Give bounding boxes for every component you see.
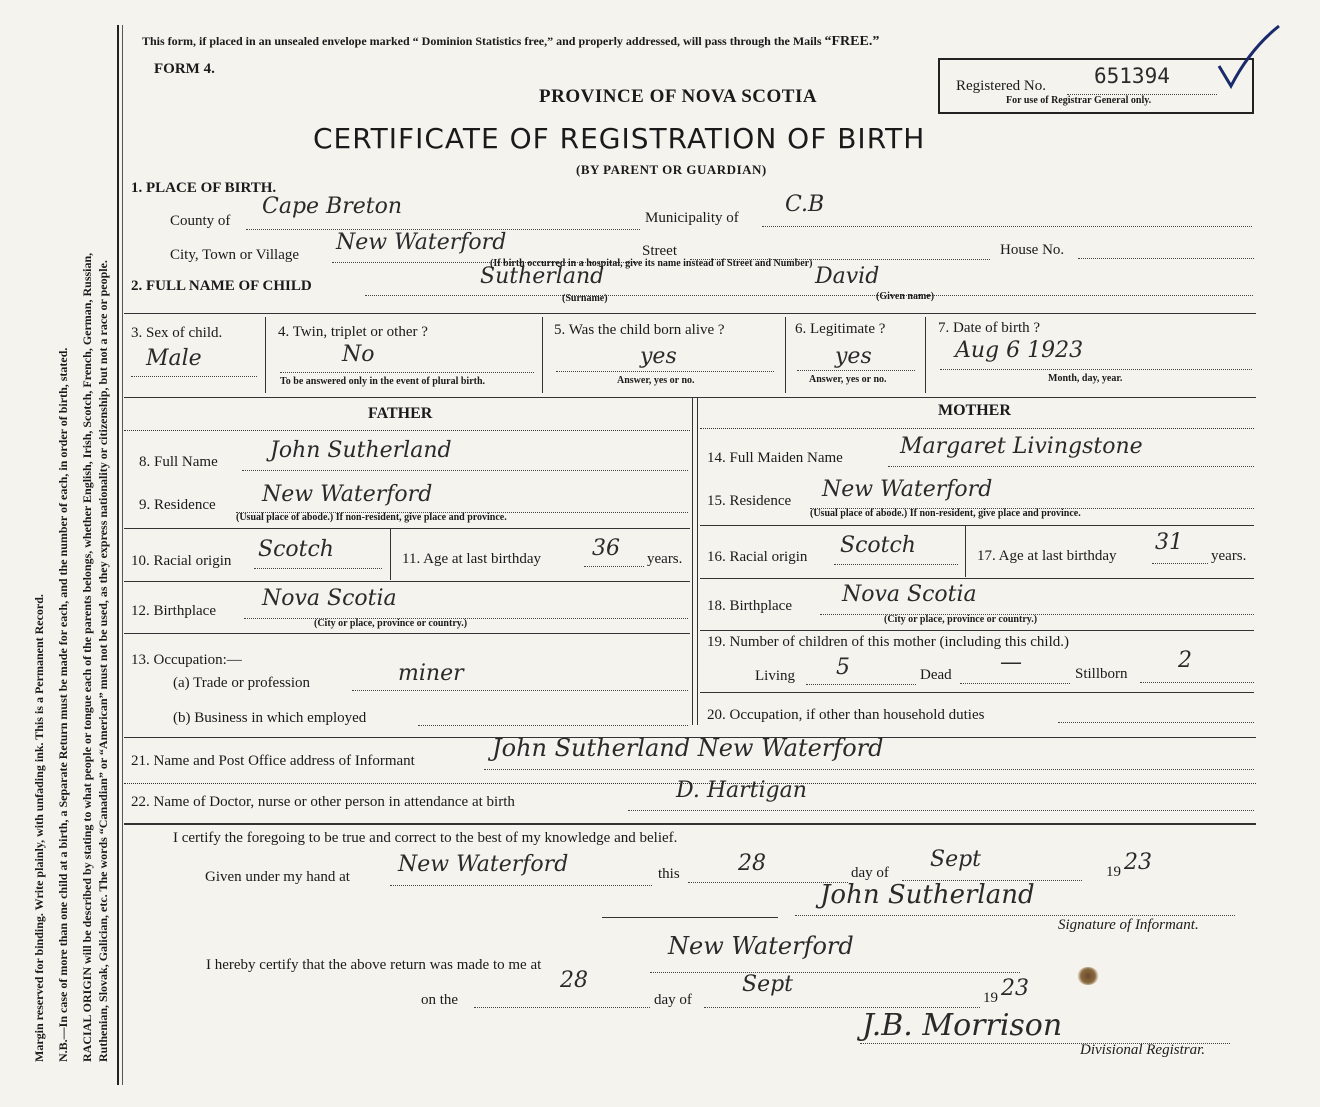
father-racial-value: Scotch — [258, 537, 334, 562]
alive-note: Answer, yes or no. — [617, 375, 695, 386]
doctor-line — [628, 810, 1254, 811]
father-rule-1 — [124, 430, 690, 431]
certificate-title: CERTIFICATE OF REGISTRATION OF BIRTH — [313, 122, 926, 155]
sex-value: Male — [146, 346, 202, 371]
given-caption: (Given name) — [876, 291, 935, 302]
certify-statement: I certify the foregoing to be true and correct to the best of my knowledge and belief. — [173, 830, 678, 846]
divider-6-7 — [925, 317, 926, 393]
center-divider — [692, 397, 693, 725]
father-rule-3 — [124, 581, 690, 582]
municipality-line — [762, 226, 1252, 227]
given-name-value: David — [815, 264, 880, 289]
registrar-place-line — [650, 972, 1020, 973]
mother-racial-value: Scotch — [840, 533, 916, 558]
legitimate-note: Answer, yes or no. — [809, 374, 887, 385]
surname-value: Sutherland — [480, 264, 605, 289]
given-place-line — [390, 885, 652, 886]
legitimate-label: 6. Legitimate ? — [795, 321, 886, 337]
children-label: 19. Number of children of this mother (including this child.) — [707, 634, 1070, 650]
informant-signature: John Sutherland — [820, 880, 1035, 910]
county-label: County of — [170, 213, 231, 229]
registrar-place-value: New Waterford — [668, 932, 854, 960]
house-label: House No. — [1000, 242, 1065, 258]
doctor-value: D. Hartigan — [676, 778, 807, 803]
father-age-value: 36 — [592, 536, 620, 561]
city-value: New Waterford — [336, 230, 507, 255]
sex-label: 3. Sex of child. — [131, 325, 223, 341]
signature-line — [795, 915, 1235, 916]
mother-heading: MOTHER — [938, 402, 1011, 419]
stillborn-label: Stillborn — [1075, 666, 1128, 682]
given-year-value: 23 — [1124, 850, 1152, 875]
mother-rule-2 — [700, 525, 1254, 526]
mother-birthplace-label: 18. Birthplace — [707, 598, 792, 614]
trade-label: (a) Trade or profession — [173, 675, 311, 691]
alive-value: yes — [640, 344, 677, 369]
father-name-value: John Sutherland — [270, 438, 452, 463]
given-month-value: Sept — [930, 847, 982, 872]
father-age-label: 11. Age at last birthday — [402, 551, 541, 567]
rule-e — [124, 823, 1256, 825]
mother-age-line — [1152, 563, 1208, 564]
city-label: City, Town or Village — [170, 247, 300, 263]
sex-line — [131, 376, 257, 377]
certificate-subtitle: (BY PARENT OR GUARDIAN) — [576, 162, 767, 177]
mother-residence-label: 15. Residence — [707, 493, 792, 509]
father-rule-4 — [124, 633, 690, 634]
given-under-label: Given under my hand at — [205, 869, 350, 885]
father-years: years. — [647, 551, 683, 567]
informant-label: 21. Name and Post Office address of Informant — [131, 753, 415, 769]
given-day-of-label: day of — [851, 865, 889, 881]
father-birthplace-label: 12. Birthplace — [131, 603, 216, 619]
registrar-month-value: Sept — [742, 972, 794, 997]
mother-residence-value: New Waterford — [822, 477, 993, 502]
house-line — [1078, 258, 1254, 259]
living-line — [806, 684, 916, 685]
mother-age-label: 17. Age at last birthday — [977, 548, 1117, 564]
rule-b — [124, 397, 1256, 398]
surname-caption: (Surname) — [562, 293, 608, 304]
father-age-line — [584, 566, 644, 567]
registrar-day-line — [474, 1007, 650, 1008]
registered-label: Registered No. — [956, 78, 1046, 94]
legitimate-line — [797, 370, 915, 371]
dob-value: Aug 6 1923 — [955, 338, 1084, 363]
father-racial-line — [254, 568, 382, 569]
father-name-line — [242, 470, 688, 471]
trade-line — [352, 690, 688, 691]
living-value: 5 — [836, 655, 850, 680]
father-residence-note: (Usual place of abode.) If non-resident, give place and province. — [236, 512, 507, 523]
signature-caption: Signature of Informant. — [1058, 917, 1199, 933]
mother-occupation-label: 20. Occupation, if other than household duties — [707, 707, 985, 723]
business-label: (b) Business in which employed — [173, 710, 367, 726]
registrar-day-value: 28 — [560, 968, 588, 993]
father-birthplace-value: Nova Scotia — [262, 586, 397, 611]
mother-name-line — [888, 466, 1254, 467]
father-occupation-label: 13. Occupation:— — [131, 652, 242, 668]
dob-label: 7. Date of birth ? — [938, 320, 1041, 336]
living-label: Living — [755, 668, 795, 684]
province-heading: PROVINCE OF NOVA SCOTIA — [539, 86, 818, 107]
child-name-line — [365, 295, 1253, 296]
mother-residence-note: (Usual place of abode.) If non-resident, give place and province. — [810, 508, 1081, 519]
father-residence-label: 9. Residence — [139, 497, 216, 513]
registrar-statement: I hereby certify that the above return was made to me at — [206, 957, 542, 973]
dead-label: Dead — [920, 667, 952, 683]
alive-label: 5. Was the child born alive ? — [554, 322, 725, 338]
mother-name-value: Margaret Livingstone — [900, 434, 1143, 459]
divider-5-6 — [785, 317, 786, 393]
dead-value: — — [1000, 650, 1022, 675]
mother-age-value: 31 — [1155, 530, 1183, 555]
father-racial-label: 10. Racial origin — [131, 553, 232, 569]
twin-value: No — [342, 342, 375, 367]
mother-rule-3 — [700, 578, 1254, 579]
given-place-value: New Waterford — [398, 852, 569, 877]
this-label: this — [658, 866, 680, 882]
checkmark-icon — [1215, 24, 1285, 94]
margin-rule — [117, 25, 119, 1085]
ink-stain — [1077, 967, 1099, 985]
alive-line — [556, 371, 774, 372]
margin-rule-inner — [122, 25, 123, 1085]
mother-birthplace-note: (City or place, province or country.) — [884, 614, 1038, 625]
registrar-signature: J.B. Morrison — [862, 1008, 1063, 1043]
stillborn-value: 2 — [1178, 648, 1192, 673]
signature-left-line — [602, 917, 778, 918]
margin-note-4: Ruthenian, Slovak, Galician, etc. The words “Canadian” or “American” must not be used, as they express nationality or citizenship, but not a race or people. — [96, 260, 110, 1062]
margin-note-2: N.B.—In case of more than one child at a birth, a Separate Return must be made for each, and the number of each, in order of birth, stated. — [56, 347, 70, 1062]
center-divider-2 — [697, 397, 698, 725]
municipality-value: C.B — [785, 192, 825, 217]
street-label: Street — [642, 243, 677, 259]
registered-number: 651394 — [1094, 64, 1170, 88]
doctor-label: 22. Name of Doctor, nurse or other person in attendance at birth — [131, 794, 515, 810]
hospital-note: (If birth occurred in a hospital, give its name instead of Street and Number) — [490, 258, 813, 269]
dob-line — [940, 369, 1252, 370]
mother-racial-line — [834, 564, 958, 565]
mother-racial-label: 16. Racial origin — [707, 549, 808, 565]
mother-rule-1 — [700, 428, 1254, 429]
father-heading: FATHER — [368, 405, 433, 422]
twin-note: To be answered only in the event of plural birth. — [280, 376, 486, 387]
father-rule-2 — [124, 528, 690, 529]
given-year-prefix: 19 — [1106, 864, 1121, 880]
trade-value: miner — [398, 661, 464, 686]
given-day-value: 28 — [738, 851, 766, 876]
child-name-label: 2. FULL NAME OF CHILD — [131, 278, 312, 294]
mother-years: years. — [1211, 548, 1247, 564]
father-birthplace-note: (City or place, province or country.) — [314, 618, 468, 629]
registrar-note: For use of Registrar General only. — [1006, 95, 1152, 106]
municipality-label: Municipality of — [645, 210, 739, 226]
mother-name-label: 14. Full Maiden Name — [707, 450, 843, 466]
twin-label: 4. Twin, triplet or other ? — [278, 324, 428, 340]
mother-rule-4 — [700, 630, 1254, 631]
form-number: FORM 4. — [154, 61, 215, 77]
father-divider-10-11 — [390, 528, 391, 580]
registrar-year-value: 23 — [1001, 976, 1029, 1001]
mail-notice: This form, if placed in an unsealed envelope marked “ Dominion Statistics free,” and properly addressed, will pass through the Mails “FREE.” — [142, 34, 880, 49]
stillborn-line — [1140, 682, 1254, 683]
business-line — [418, 725, 688, 726]
mother-divider-16-17 — [965, 525, 966, 577]
registrar-year-prefix: 19 — [983, 990, 998, 1006]
legitimate-value: yes — [835, 344, 872, 369]
margin-note-3: RACIAL ORIGIN will be described by stating to what people or tongue each of the parents belongs, whether English, Irish, Scotch, French, German, Russian, — [80, 252, 94, 1062]
father-name-label: 8. Full Name — [139, 454, 218, 470]
mother-rule-5 — [700, 692, 1254, 693]
father-residence-value: New Waterford — [262, 482, 433, 507]
registrar-day-of-label: day of — [654, 992, 692, 1008]
divider-3-4 — [265, 317, 266, 393]
on-the-label: on the — [421, 992, 459, 1008]
mother-occupation-line — [1058, 722, 1254, 723]
twin-line — [280, 372, 534, 373]
divider-4-5 — [542, 317, 543, 393]
dob-note: Month, day, year. — [1048, 373, 1123, 384]
place-heading: 1. PLACE OF BIRTH. — [131, 180, 277, 196]
informant-line — [484, 769, 1254, 770]
margin-note-1: Margin reserved for binding. Write plainly, with unfading ink. This is a Permanent Record. — [32, 594, 46, 1062]
county-value: Cape Breton — [262, 194, 403, 219]
registrar-caption: Divisional Registrar. — [1080, 1042, 1206, 1058]
rule-a — [124, 313, 1256, 314]
mother-birthplace-value: Nova Scotia — [842, 582, 977, 607]
dead-line — [960, 683, 1070, 684]
informant-value: John Sutherland New Waterford — [492, 734, 884, 762]
